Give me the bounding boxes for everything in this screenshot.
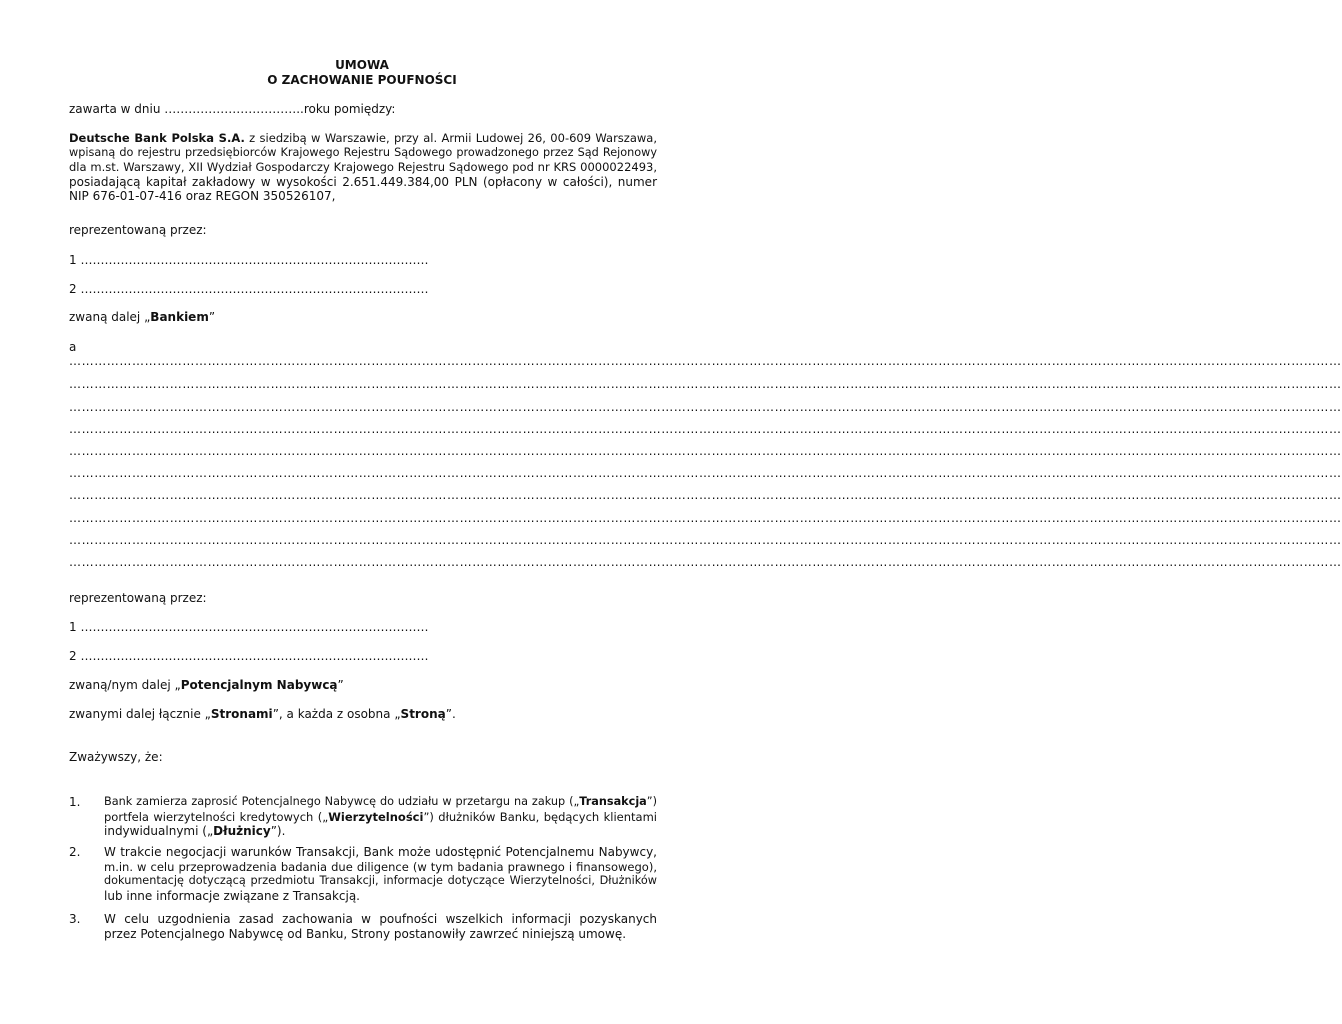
parties-term: Stronami (210, 707, 273, 721)
party2-blank-line: …………………………………………………………………………………………………………………………………………………………………………………………………………………………………………………………………………… (69, 488, 1342, 502)
list-item-number: 3. (69, 912, 81, 926)
list-item-line: indywidualnymi („Dłużnicy”). (104, 824, 286, 838)
representative-2-field: 2 …………………………………………………………………………… (69, 282, 429, 296)
list-item-line: Bank zamierza zaprosić Potencjalnego Nabywcę do udziału w przetargu na zakup („Transakcja”) (104, 795, 657, 808)
transaction-term: Transakcja (579, 795, 647, 808)
debtors-term: Dłużnicy (213, 824, 271, 838)
party-term: Stroną (400, 707, 446, 721)
bank-party-paragraph (69, 131, 657, 204)
party2-blank-line: …………………………………………………………………………………………………………………………………………………………………………………………………………………………………………………………………………… (69, 377, 1342, 391)
whereas-heading: Zważywszy, że: (69, 750, 163, 764)
bank-name: Deutsche Bank Polska S.A. (69, 131, 245, 145)
bank-term: Bankiem (150, 310, 209, 324)
bank-definition: zwaną dalej „Bankiem” (69, 310, 216, 324)
receivables-term: Wierzytelności (328, 809, 424, 824)
party2-blank-line: …………………………………………………………………………………………………………………………………………………………………………………………………………………………………………………………………………… (69, 444, 1342, 458)
bank-party-line: posiadającą kapitał zakładowy w wysokości 2.651.449.384,00 PLN (opłacony w całości), numer (69, 174, 657, 189)
represented-by-label: reprezentowaną przez: (69, 223, 207, 237)
representative-1-field: 1 …………………………………………………………………………… (69, 620, 429, 634)
list-item-line: m.in. w celu przeprowadzenia badania due diligence (w tym badania prawnego i finansowego), (104, 859, 657, 874)
bank-party-line: wpisaną do rejestru przedsiębiorców Krajowego Rejestru Sądowego prowadzonego przez Sąd Rejonowy (69, 145, 657, 159)
list-item-line: przez Potencjalnego Nabywcę od Banku, Strony postanowiły zawrzeć niniejszą umowę. (104, 926, 627, 941)
buyer-definition: zwaną/nym dalej „Potencjalnym Nabywcą” (69, 678, 344, 692)
buyer-term: Potencjalnym Nabywcą (180, 678, 338, 692)
concluded-date-line: zawarta w dniu ……………………………..roku pomiędzy: (69, 102, 396, 116)
bank-party-line: NIP 676-01-07-416 oraz REGON 350526107, (69, 189, 336, 203)
list-item-line: lub inne informacje związane z Transakcją. (104, 888, 360, 903)
list-item (104, 845, 657, 903)
list-item (104, 795, 657, 839)
party2-blank-line: …………………………………………………………………………………………………………………………………………………………………………………………………………………………………………………………………………… (69, 354, 1342, 368)
and-label: a (69, 340, 77, 354)
list-item-line: W trakcie negocjacji warunków Transakcji, Bank może udostępnić Potencjalnemu Nabywcy, (104, 845, 657, 859)
document-title: UMOWA (335, 58, 389, 72)
representative-1-field: 1 …………………………………………………………………………… (69, 253, 429, 267)
bank-party-line: Deutsche Bank Polska S.A. z siedzibą w Warszawie, przy al. Armii Ludowej 26, 00-609 Warszawa, (69, 131, 657, 145)
party2-blank-line: …………………………………………………………………………………………………………………………………………………………………………………………………………………………………………………………………………… (69, 466, 1342, 480)
list-item-line: portfela wierzytelności kredytowych („Wierzytelności”) dłużników Banku, będących klientami (104, 809, 657, 824)
list-item (104, 912, 657, 941)
bank-party-line: dla m.st. Warszawy, XII Wydział Gospodarczy Krajowego Rejestru Sądowego pod nr KRS 0000022493, (69, 160, 657, 174)
party2-blank-line: …………………………………………………………………………………………………………………………………………………………………………………………………………………………………………………………………………… (69, 422, 1342, 436)
party2-blank-line: …………………………………………………………………………………………………………………………………………………………………………………………………………………………………………………………………………… (69, 511, 1342, 525)
list-item-number: 2. (69, 845, 81, 859)
list-item-line: dokumentację dotyczącą przedmiotu Transakcji, informacje dotyczące Wierzytelności, Dłużników (104, 874, 657, 887)
list-item-number: 1. (69, 795, 81, 809)
represented-by-label: reprezentowaną przez: (69, 591, 207, 605)
list-item-line: W celu uzgodnienia zasad zachowania w poufności wszelkich informacji pozyskanych (104, 912, 657, 926)
parties-definition: zwanymi dalej łącznie „Stronami”, a każda z osobna „Stroną”. (69, 707, 456, 721)
representative-2-field: 2 …………………………………………………………………………… (69, 649, 429, 663)
party2-blank-line: …………………………………………………………………………………………………………………………………………………………………………………………………………………………………………………………………………… (69, 555, 1342, 569)
party2-blank-line: …………………………………………………………………………………………………………………………………………………………………………………………………………………………………………………………………………… (69, 533, 1342, 547)
document-subtitle: O ZACHOWANIE POUFNOŚCI (267, 73, 457, 87)
party2-blank-line: …………………………………………………………………………………………………………………………………………………………………………………………………………………………………………………………………………… (69, 400, 1342, 414)
